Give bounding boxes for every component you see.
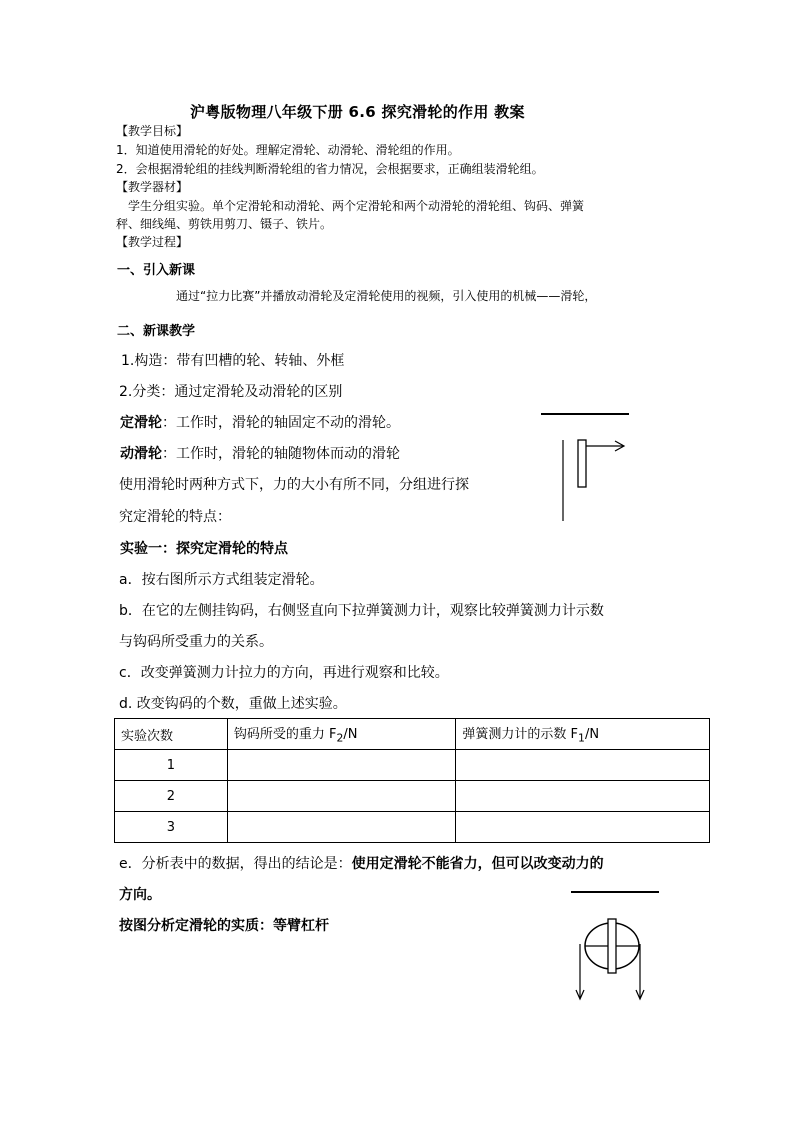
- header-reading-subscript: 1: [578, 731, 585, 745]
- conclusion-line-1: [119, 853, 604, 873]
- table-row: [115, 750, 710, 781]
- equipment-line-2: 秤、细线绳、剪铁用剪刀、镊子、铁片。: [116, 217, 333, 231]
- header-trial-count: 实验次数: [115, 719, 228, 750]
- goal-item-2: 2．会根据滑轮组的挂线判断滑轮组的省力情况，会根据要求，正确组装滑轮组。: [116, 162, 544, 176]
- process-heading: 【教学过程】: [116, 235, 189, 249]
- structure-text: 1.构造：带有凹槽的轮、转轴、外框: [121, 353, 345, 369]
- weight-cell[interactable]: [227, 812, 456, 843]
- section1-text: 通过“拉力比赛”并播放动滑轮及定滑轮使用的视频，引入使用的机械——滑轮，: [176, 289, 597, 303]
- page-title: 沪粤版物理八年级下册 6.6 探究滑轮的作用 教案: [190, 103, 525, 121]
- trial-number: 1: [115, 750, 228, 781]
- reading-cell[interactable]: [456, 812, 710, 843]
- trial-number: 3: [115, 812, 228, 843]
- intro-line-2: 究定滑轮的特点：: [119, 509, 231, 525]
- table-row: [115, 781, 710, 812]
- table-header-row: [115, 719, 710, 750]
- trial-number: 2: [115, 781, 228, 812]
- equipment-heading: 【教学器材】: [116, 180, 189, 194]
- conclusion-bold-1: 使用定滑轮不能省力，但可以改变动力的: [351, 856, 604, 872]
- classification-text: 2.分类：通过定滑轮及动滑轮的区别: [119, 384, 343, 400]
- weight-cell[interactable]: [227, 781, 456, 812]
- goal-item-1: 1．知道使用滑轮的好处。理解定滑轮、动滑轮、滑轮组的作用。: [116, 143, 460, 157]
- fixed-pulley-text: ：工作时，滑轮的轴固定不动的滑轮。: [162, 415, 400, 431]
- pulley-lever-diagram: [565, 886, 665, 1011]
- goals-heading: 【教学目标】: [116, 124, 189, 138]
- header-weight-subscript: 2: [336, 731, 344, 745]
- weight-cell[interactable]: [227, 750, 456, 781]
- conclusion-prefix: e．分析表中的数据，得出的结论是：: [119, 856, 352, 872]
- essence-text: 按图分析定滑轮的实质：等臂杠杆: [119, 918, 329, 934]
- reading-cell[interactable]: [456, 750, 710, 781]
- experiment-step-d: d. 改变钩码的个数，重做上述实验。: [119, 696, 347, 712]
- experiment-table: [114, 718, 710, 843]
- pulley-block: [578, 440, 586, 487]
- experiment-step-c: c．改变弹簧测力计拉力的方向，再进行观察和比较。: [119, 665, 449, 681]
- header-weight: [227, 719, 456, 750]
- fixed-pulley-diagram: [535, 408, 635, 523]
- fixed-pulley-definition: [120, 412, 400, 432]
- header-reading: [456, 719, 710, 750]
- pulley-axle-frame: [608, 919, 616, 973]
- conclusion-line-2: 方向。: [119, 887, 161, 903]
- header-weight-text: 钩码所受的重力 F: [233, 727, 337, 743]
- experiment-step-a: a．按右图所示方式组装定滑轮。: [119, 572, 324, 588]
- experiment1-heading: 实验一：探究定滑轮的特点: [120, 541, 288, 557]
- header-reading-text: 弹簧测力计的示数 F: [462, 727, 579, 743]
- movable-pulley-label: 动滑轮: [120, 446, 162, 462]
- fixed-pulley-label: 定滑轮: [120, 415, 162, 431]
- header-weight-unit: /N: [343, 727, 358, 743]
- equipment-line-1: 学生分组实验。单个定滑轮和动滑轮、两个定滑轮和两个动滑轮的滑轮组、钩码、弹簧: [128, 199, 585, 213]
- section1-heading: 一、引入新课: [117, 263, 196, 278]
- movable-pulley-definition: [120, 443, 400, 463]
- table-row: [115, 812, 710, 843]
- header-reading-unit: /N: [584, 727, 600, 743]
- experiment-step-b: b．在它的左侧挂钩码，右侧竖直向下拉弹簧测力计，观察比较弹簧测力计示数: [119, 603, 604, 619]
- reading-cell[interactable]: [456, 781, 710, 812]
- movable-pulley-text: ：工作时，滑轮的轴随物体而动的滑轮: [162, 446, 400, 462]
- section2-heading: 二、新课教学: [117, 324, 196, 339]
- intro-line-1: 使用滑轮时两种方式下，力的大小有所不同，分组进行探: [119, 477, 469, 493]
- experiment-step-b-cont: 与钩码所受重力的关系。: [119, 634, 273, 650]
